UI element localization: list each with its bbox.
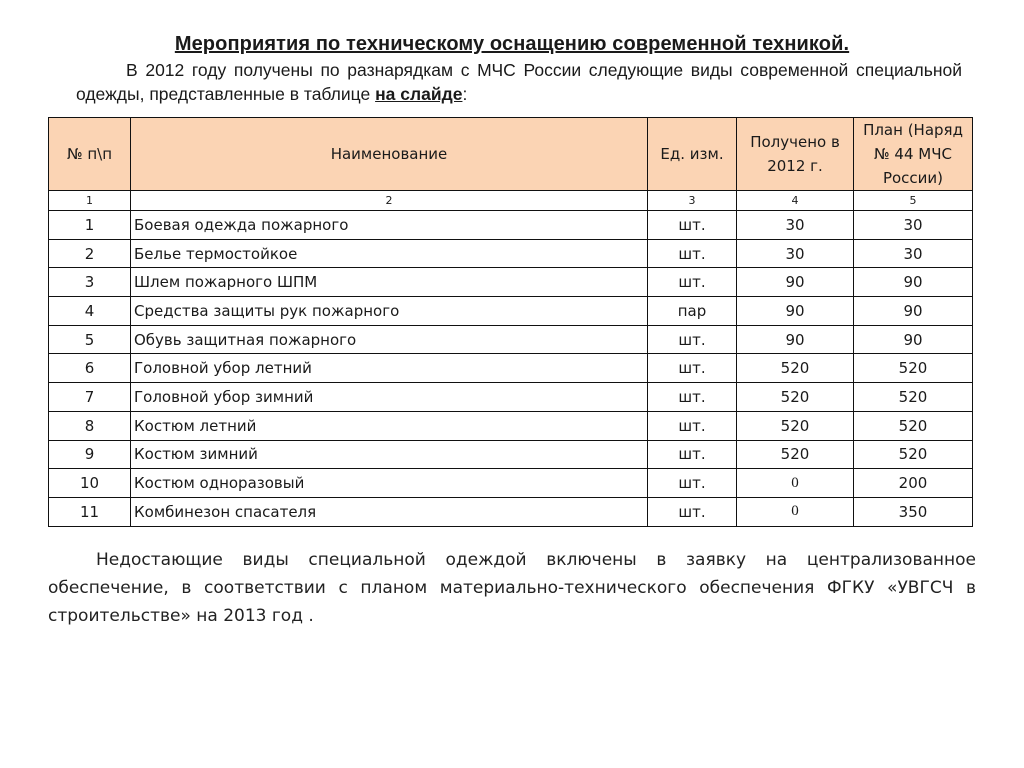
row-received: 520 xyxy=(737,440,854,469)
intro-tail: : xyxy=(462,84,468,104)
row-number: 10 xyxy=(49,469,131,498)
table-row xyxy=(49,411,973,440)
row-unit: шт. xyxy=(648,440,737,469)
table-row xyxy=(49,440,973,469)
row-unit: шт. xyxy=(648,497,737,526)
intro-slide-link: на слайде xyxy=(375,84,463,104)
row-unit: шт. xyxy=(648,469,737,498)
row-unit: шт. xyxy=(648,239,737,268)
row-number: 5 xyxy=(49,325,131,354)
row-number: 2 xyxy=(49,239,131,268)
row-name: Костюм одноразовый xyxy=(131,469,648,498)
row-number: 11 xyxy=(49,497,131,526)
column-number: 1 xyxy=(49,191,131,211)
row-unit: шт. xyxy=(648,383,737,412)
table-row xyxy=(49,383,973,412)
row-name: Боевая одежда пожарного xyxy=(131,211,648,240)
row-name: Средства защиты рук пожарного xyxy=(131,297,648,326)
row-received: 30 xyxy=(737,211,854,240)
row-plan: 520 xyxy=(854,383,973,412)
row-unit: шт. xyxy=(648,325,737,354)
row-plan: 350 xyxy=(854,497,973,526)
row-received: 520 xyxy=(737,354,854,383)
row-number: 3 xyxy=(49,268,131,297)
row-plan: 30 xyxy=(854,211,973,240)
row-received: 0 xyxy=(737,497,854,526)
row-name: Головной убор летний xyxy=(131,354,648,383)
table-row xyxy=(49,268,973,297)
row-number: 7 xyxy=(49,383,131,412)
row-received: 520 xyxy=(737,411,854,440)
row-received: 90 xyxy=(737,325,854,354)
row-plan: 30 xyxy=(854,239,973,268)
row-received: 0 xyxy=(737,469,854,498)
row-plan: 90 xyxy=(854,297,973,326)
page-title: Мероприятия по техническому оснащению современной техникой. xyxy=(174,33,850,55)
table-header-row xyxy=(49,118,973,191)
header-plan: План (Наряд № 44 МЧС России) xyxy=(854,118,973,191)
row-name: Костюм летний xyxy=(131,411,648,440)
table-row xyxy=(49,211,973,240)
row-plan: 520 xyxy=(854,411,973,440)
row-name: Белье термостойкое xyxy=(131,239,648,268)
table-row xyxy=(49,325,973,354)
row-number: 8 xyxy=(49,411,131,440)
row-name: Шлем пожарного ШПМ xyxy=(131,268,648,297)
row-plan: 90 xyxy=(854,325,973,354)
column-number: 5 xyxy=(854,191,973,211)
row-name: Комбинезон спасателя xyxy=(131,497,648,526)
column-number: 3 xyxy=(648,191,737,211)
row-name: Обувь защитная пожарного xyxy=(131,325,648,354)
row-unit: шт. xyxy=(648,411,737,440)
equipment-table xyxy=(48,117,973,527)
footer-paragraph xyxy=(48,546,976,630)
row-unit: пар xyxy=(648,297,737,326)
table-row xyxy=(49,469,973,498)
footer-text: Недостающие виды специальной одеждой включены в заявку на централизованное обеспечение, в соответствии с планом материально-технического обеспечения ФГКУ «УВГСЧ в строительстве» на 2013 год . xyxy=(48,550,976,626)
column-number: 4 xyxy=(737,191,854,211)
row-name: Головной убор зимний xyxy=(131,383,648,412)
header-unit: Ед. изм. xyxy=(648,118,737,191)
header-received: Получено в 2012 г. xyxy=(737,118,854,191)
row-number: 6 xyxy=(49,354,131,383)
row-number: 4 xyxy=(49,297,131,326)
column-number-row xyxy=(49,191,973,211)
row-plan: 520 xyxy=(854,354,973,383)
row-plan: 520 xyxy=(854,440,973,469)
row-plan: 200 xyxy=(854,469,973,498)
table-row xyxy=(49,297,973,326)
row-plan: 90 xyxy=(854,268,973,297)
row-received: 90 xyxy=(737,268,854,297)
row-unit: шт. xyxy=(648,354,737,383)
row-received: 30 xyxy=(737,239,854,268)
row-received: 90 xyxy=(737,297,854,326)
intro-text: В 2012 году получены по разнарядкам с МЧС России следующие виды современной специальной одежды, представленные в таблице xyxy=(76,60,962,104)
row-number: 9 xyxy=(49,440,131,469)
header-number: № п\п xyxy=(49,118,131,191)
row-number: 1 xyxy=(49,211,131,240)
table-row xyxy=(49,239,973,268)
column-number: 2 xyxy=(131,191,648,211)
row-name: Костюм зимний xyxy=(131,440,648,469)
table-row xyxy=(49,497,973,526)
intro-paragraph xyxy=(76,58,962,106)
table-row xyxy=(49,354,973,383)
header-name: Наименование xyxy=(131,118,648,191)
row-unit: шт. xyxy=(648,268,737,297)
row-unit: шт. xyxy=(648,211,737,240)
row-received: 520 xyxy=(737,383,854,412)
